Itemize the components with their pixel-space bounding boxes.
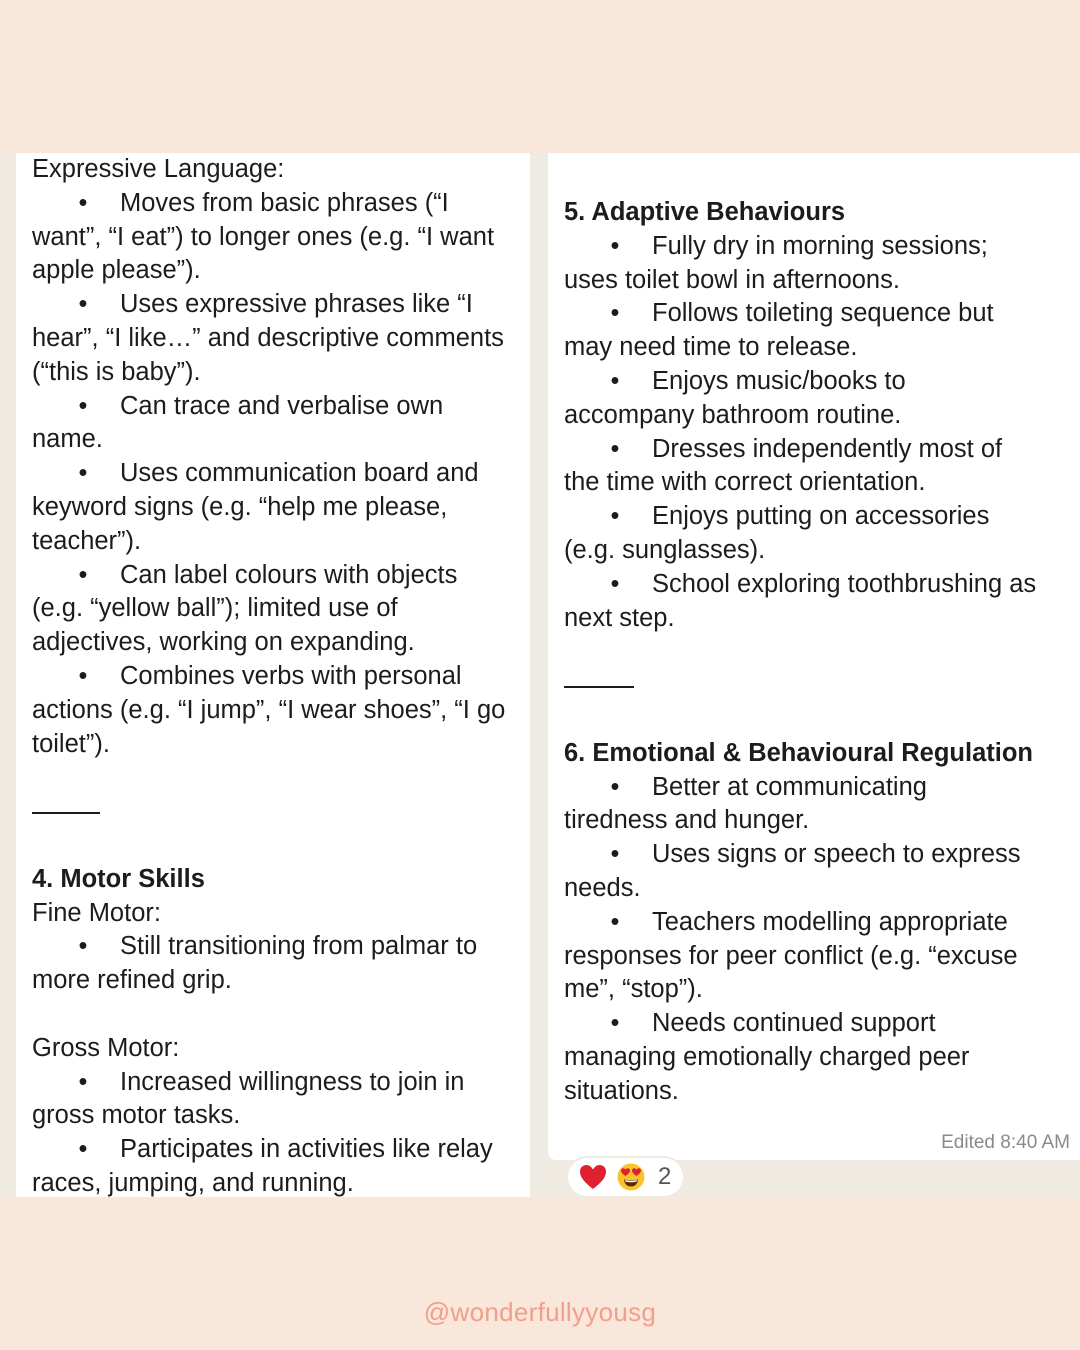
edited-timestamp: Edited 8:40 AM: [941, 1132, 1070, 1153]
section-divider: [564, 669, 1080, 703]
bullet-text: Enjoys music/books to: [652, 366, 906, 395]
bullet-text: Better at communicating: [652, 772, 927, 801]
bullet-dot-icon: •: [78, 459, 88, 488]
bullet-dot-icon: •: [610, 569, 620, 598]
bullet-text: Uses communication board and: [120, 459, 479, 488]
bullet-text: Fully dry in morning sessions;: [652, 231, 988, 260]
message-text-line: keyword signs (e.g. “help me please,: [32, 492, 448, 521]
message-text-line: adjectives, working on expanding.: [32, 628, 415, 657]
bullet-item: [32, 660, 530, 694]
bullet-text: Participates in activities like relay: [120, 1135, 493, 1164]
message-text-line: name.: [32, 425, 103, 454]
message-text-line: accompany bathroom routine.: [564, 400, 902, 429]
message-text-line: more refined grip.: [32, 966, 232, 995]
bullet-item: [564, 500, 1080, 534]
bullet-dot-icon: •: [78, 1067, 88, 1096]
bullet-text: Increased willingness to join in: [120, 1067, 465, 1096]
bullet-dot-icon: •: [610, 434, 620, 463]
red-heart-icon: [578, 1162, 608, 1192]
message-text-line: Gross Motor:: [32, 1033, 180, 1062]
section-heading: 5. Adaptive Behaviours: [564, 198, 846, 226]
bullet-dot-icon: •: [78, 290, 88, 319]
bullet-dot-icon: •: [610, 231, 620, 260]
message-text-line: toilet”).: [32, 729, 110, 758]
bullet-item: [32, 1133, 530, 1167]
bullet-item: [564, 906, 1080, 940]
blank-line: [32, 829, 530, 863]
bullet-text: Needs continued support: [652, 1009, 936, 1038]
bullet-item: [564, 1007, 1080, 1041]
bullet-dot-icon: •: [78, 1135, 88, 1164]
blank-line: [564, 635, 1080, 669]
message-bubble-right[interactable]: [548, 153, 1080, 1160]
bullet-item: [32, 559, 530, 593]
bullet-dot-icon: •: [78, 932, 88, 961]
blank-line: [32, 998, 530, 1032]
bullet-item: [32, 390, 530, 424]
message-text-line: teacher”).: [32, 526, 142, 555]
reaction-count: 2: [658, 1163, 672, 1190]
bullet-dot-icon: •: [78, 188, 88, 217]
section-divider: [32, 795, 530, 829]
bullet-item: [564, 433, 1080, 467]
bullet-text: Uses signs or speech to express: [652, 840, 1021, 869]
bullet-dot-icon: •: [610, 366, 620, 395]
message-text-line: the time with correct orientation.: [564, 468, 926, 497]
bullet-text: Moves from basic phrases (“I: [120, 188, 449, 217]
bullet-text: Follows toileting sequence but: [652, 299, 994, 328]
blank-line: [32, 761, 530, 795]
bullet-text: Still transitioning from palmar to: [120, 932, 478, 961]
bullet-dot-icon: •: [610, 1009, 620, 1038]
bullet-item: [564, 297, 1080, 331]
bullet-text: Uses expressive phrases like “I: [120, 290, 473, 319]
bullet-item: [32, 288, 530, 322]
message-text-line: (e.g. sunglasses).: [564, 535, 766, 564]
bullet-item: [564, 568, 1080, 602]
bullet-text: Enjoys putting on accessories: [652, 502, 990, 531]
message-text-line: want”, “I eat”) to longer ones (e.g. “I want: [32, 222, 495, 251]
message-text-line: tiredness and hunger.: [564, 806, 810, 835]
reactions-pill[interactable]: [568, 1158, 683, 1196]
bullet-item: [564, 771, 1080, 805]
message-text-line: (e.g. “yellow ball”); limited use of: [32, 594, 398, 623]
bullet-dot-icon: •: [78, 560, 88, 589]
bullet-dot-icon: •: [610, 502, 620, 531]
bullet-item: [32, 1066, 530, 1100]
bullet-text: Dresses independently most of: [652, 434, 1003, 463]
message-text-line: actions (e.g. “I jump”, “I wear shoes”, “I go: [32, 695, 506, 724]
bullet-text: School exploring toothbrushing as: [652, 569, 1037, 598]
bullet-text: Can trace and verbalise own: [120, 391, 444, 420]
message-text-line: hear”, “I like…” and descriptive comments: [32, 323, 504, 352]
bullet-text: Can label colours with objects: [120, 560, 458, 589]
section-heading: 4. Motor Skills: [32, 864, 205, 893]
message-text-line: managing emotionally charged peer: [564, 1042, 970, 1071]
message-text-line: Fine Motor:: [32, 898, 161, 927]
message-text-line: may need time to release.: [564, 333, 858, 362]
account-handle: @wonderfullyyousg: [423, 1297, 657, 1327]
bullet-dot-icon: •: [610, 299, 620, 328]
message-text-line: (“this is baby”).: [32, 357, 201, 386]
bullet-text: Combines verbs with personal: [120, 661, 462, 690]
heart-eyes-face-icon: [616, 1162, 646, 1192]
message-text-line: races, jumping, and running.: [32, 1168, 354, 1197]
bullet-item: [564, 838, 1080, 872]
message-text-line: next step.: [564, 603, 675, 632]
bullet-dot-icon: •: [610, 907, 620, 936]
message-text-line: gross motor tasks.: [32, 1101, 241, 1130]
message-text-line: uses toilet bowl in afternoons.: [564, 265, 900, 294]
bullet-item: [564, 365, 1080, 399]
bullet-dot-icon: •: [610, 840, 620, 869]
chat-background: [0, 153, 1080, 1197]
message-text-line: me”, “stop”).: [564, 975, 703, 1004]
bullet-dot-icon: •: [78, 661, 88, 690]
blank-line: [564, 703, 1080, 737]
message-bubble-left[interactable]: [16, 153, 530, 1197]
message-text-line: apple please”).: [32, 256, 201, 285]
bullet-dot-icon: •: [78, 391, 88, 420]
message-text-line: Expressive Language:: [32, 155, 285, 183]
bullet-text: Teachers modelling appropriate: [652, 907, 1008, 936]
message-text-line: responses for peer conflict (e.g. “excuse: [564, 941, 1018, 970]
message-text-line: situations.: [564, 1076, 679, 1105]
bullet-item: [32, 457, 530, 491]
bullet-item: [564, 230, 1080, 264]
section-heading: 6. Emotional & Behavioural Regulation: [564, 738, 1033, 767]
message-text-line: needs.: [564, 873, 641, 902]
bullet-item: [32, 187, 530, 221]
bullet-dot-icon: •: [610, 772, 620, 801]
bullet-item: [32, 930, 530, 964]
